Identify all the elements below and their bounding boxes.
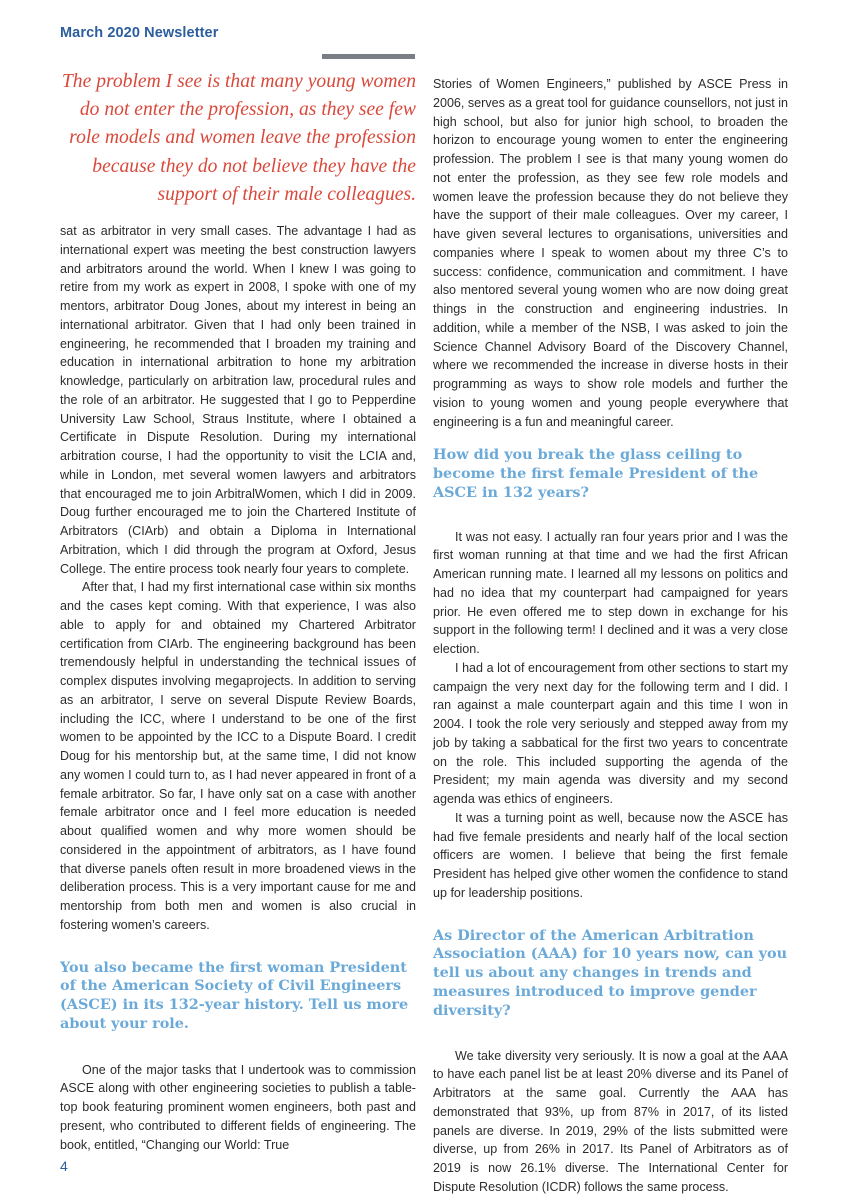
decorative-rule: [322, 54, 415, 59]
pull-quote: The problem I see is that many young women do not enter the profession, as they see few role models and women leave the profession because they do not believe they have the support of their male colleagues.: [61, 71, 416, 205]
interview-question: You also became the first woman President of the American Society of Civil Engineers (ASCE) in its 132-year history. Tell us more about your role.: [60, 958, 409, 1032]
interview-question: How did you break the glass ceiling to become the first female President of the ASCE in 132 years?: [433, 446, 759, 501]
body-paragraph: sat as arbitrator in very small cases. The advantage I had as international expert was meeting the best construction lawyers and arbitrators around the world. When I knew I was going to retire from my work as expert in 2008, I spoke with one of my mentors, arbitrator Doug Jones, about my interest in being an international arbitrator. Given that I had only been trained in engineering, he recommended that I broaden my training and education in international arbitration to hone my arbitration knowledge, particularly on arbitration law, procedural rules and the role of an arbitrator. He suggested that I go to Pepperdine University Law School, Straus Institute, where I obtained a Certificate in Dispute Resolution. During my international arbitration course, I had the opportunity to visit the LCIA and, while in London, met several women lawyers and arbitrators that encouraged me to join ArbitralWomen, which I did in 2009. Doug further encouraged me to join the Chartered Institute of Arbitrators (CIArb) and obtain a Diploma in International Arbitration, which I did through the program at Oxford, Jesus College. The entire process took nearly four years to complete.: [60, 224, 416, 576]
interview-question: As Director of the American Arbitration Association (AAA) for 10 years now, can you tell us about any changes in trends and measures introduced to improve gender diversity?: [433, 926, 788, 1019]
right-column: [433, 75, 788, 1197]
body-paragraph: Stories of Women Engineers,” published by ASCE Press in 2006, serves as a great tool for guidance counsellors, not just in high school, but also for junior high school, to broaden the horizon to encourage young women to enter the engineering profession. The problem I see is that many young women do not enter the profession, as they see few role models and women leave the profession because they do not believe they have the support of their male colleagues. Over my career, I have given several lectures to organisations, universities and companies where I speak to women about my three C’s to success: confidence, communication and commitment. I have also mentored several young women who are now doing great things in the construction and engineering industries. In addition, while a member of the NSB, I was asked to join the Science Channel Advisory Board of the Discovery Channel, where we recommended the increase in diverse hosts in their programming as ways to show role models and further the vision to young women and young people everywhere that engineering is a fun and meaningful career.: [433, 77, 789, 429]
body-paragraph: It was not easy. I actually ran four years prior and I was the first woman running at that time and we had the first African American running mate. I learned all my lessons on politics and had no idea that my counterpart had campaigned for years prior. He even offered me to step down in exchange for his support in the following term! I declined and it was a very close election.: [433, 529, 788, 657]
body-paragraph: We take diversity very seriously. It is now a goal at the AAA to have each panel list be at least 20% diverse and its Panel of Arbitrators at the same goal. Currently the AAA has demonstrated that 93%, up from 87% in 2017, of its listed panels are diverse. In 2019, 29% of the lists submitted were diverse, up from 26% in 2017. Its Panel of Arbitrators as of 2019 is now 26.1% diverse. The International Center for Dispute Resolution (ICDR) follows the same process.: [433, 1048, 788, 1194]
newsletter-title: March 2020 Newsletter: [60, 25, 219, 41]
body-paragraph: One of the major tasks that I undertook was to commission ASCE along with other engineering societies to publish a table-top book featuring prominent women engineers, both past and present, who contributed to different fields of engineering. The book, entitled, “Changing our World: True: [60, 1062, 416, 1152]
body-paragraph: I had a lot of encouragement from other sections to start my campaign the very next day for the following term and I did. I ran against a male counterpart again and this time I won in 2004. I took the role very seriously and stepped away from my job by taking a sabbatical for the first two years to concentrate on the role. This included supporting the agenda of the President; my main agenda was diversity and my second agenda was ethics of engineers.: [433, 660, 788, 807]
page-number: 4: [60, 1158, 68, 1174]
left-column: [60, 222, 416, 1154]
body-paragraph: It was a turning point as well, because now the ASCE has had five female presidents and nearly half of the local section officers are women. I believe that being the first female President has helped give other women the confidence to stand up for leadership positions.: [433, 810, 788, 900]
body-paragraph: After that, I had my first international case within six months and the cases kept coming. With that experience, I was also able to apply for and obtained my Chartered Arbitrator certification from CIArb. The engineering background has been tremendously helpful in understanding the technical issues of complex disputes involving megaprojects. In addition to serving as an arbitrator, I serve on several Dispute Review Boards, including the ICC, where I understand to be one of the first women to be appointed by the ICC to a Dispute Board. I credit Doug for his mentorship but, at the same time, I did not know any women I could turn to, as I had never appeared in front of a female arbitrator. So far, I have only sat on a case with another female arbitrator once and I feel more education is needed about qualified women and why more women should be considered in the appointment of arbitrators, as I have found that diverse panels often result in more broadened views in the deliberation process. This is a very important cause for me and mentorship from both men and women is also crucial in fostering women’s careers.: [60, 580, 416, 932]
